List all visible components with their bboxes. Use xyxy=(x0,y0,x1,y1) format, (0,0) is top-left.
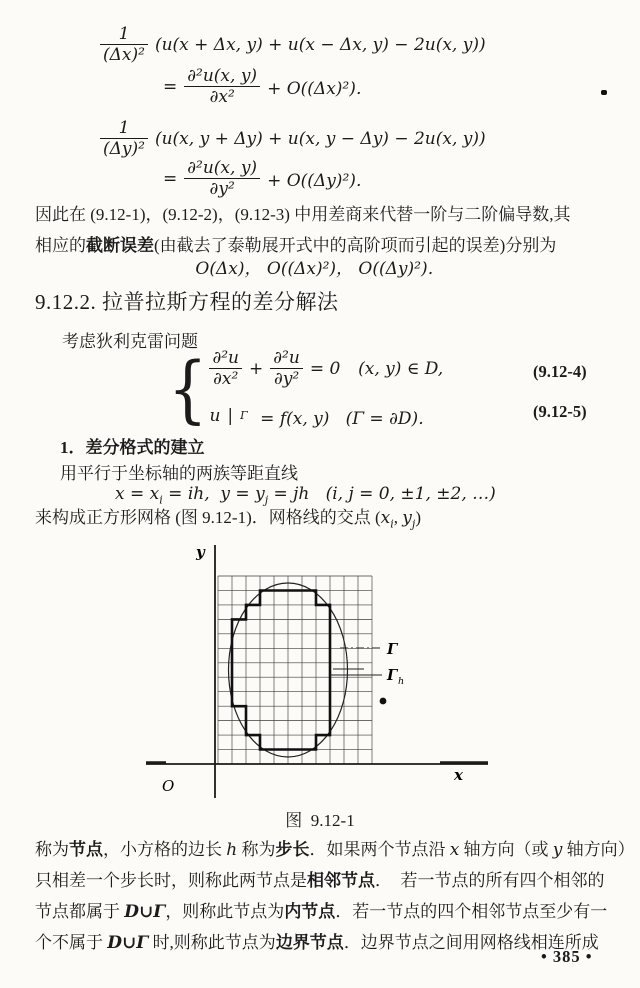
gamma-h-label: Γ xyxy=(387,667,398,684)
dirichlet-intro: 考虑狄利克雷问题 xyxy=(62,332,198,351)
figure-grid xyxy=(218,576,372,764)
formula-dy-expression: (u(x, y + Δy) + u(x, y − Δy) − 2u(x, y)) xyxy=(154,128,486,149)
grid-boundary-staircase xyxy=(232,591,330,750)
truncation-error-orders: O(Δx)， O((Δx)²)， O((Δy)²)． xyxy=(195,259,445,279)
fraction-numerator: 1 xyxy=(100,118,148,139)
formula-dx-rhs xyxy=(163,66,373,108)
subsection-heading-difference-scheme: 1．差分格式的建立 xyxy=(60,438,205,457)
fraction-one-over-dy2 xyxy=(100,118,148,160)
equation-system xyxy=(168,345,444,432)
big-o-term: + O((Δy)²)． xyxy=(267,171,373,192)
formula-dy-lhs xyxy=(100,118,486,160)
section-heading-9-12-2: 9.12.2. 拉普拉斯方程的差分解法 xyxy=(35,290,339,314)
nodes-paragraph-line1: 称为节点，小方格的边长 h 称为步长．如果两个节点沿 x 轴方向（或 y 轴方向） xyxy=(35,840,635,860)
fraction-denominator: ∂x² xyxy=(213,369,239,390)
domain-condition: (x, y) ∈ D, xyxy=(347,358,444,379)
fraction-d2u-dx2 xyxy=(209,348,242,390)
paragraph-truncation-line1: 因此在 (9.12-1)，(9.12-2)，(9.12-3) 中用差商来代替一阶与二阶偏导数,其 xyxy=(35,205,571,224)
formula-dx-lhs xyxy=(100,24,486,66)
laplace-equation-row xyxy=(209,348,443,390)
origin-label: O xyxy=(162,777,175,795)
equals-sign: = xyxy=(163,76,178,97)
left-brace: { xyxy=(168,345,208,432)
fraction-numerator: ∂²u(x, y) xyxy=(184,66,260,87)
fraction-d2u-dy2 xyxy=(270,348,303,390)
equals-sign: = xyxy=(163,168,178,189)
grid-lines-intro: 用平行于坐标轴的两族等距直线 xyxy=(60,464,298,483)
fraction-numerator: ∂²u xyxy=(209,348,242,369)
figure-caption: 图 9.12-1 xyxy=(285,811,355,830)
paragraph-truncation-line2: 相应的截断误差(由截去了泰勒展开式中的高阶项而引起的误差)分别为 xyxy=(35,236,557,255)
equals-zero: = 0 xyxy=(309,358,341,379)
fraction-one-over-dx2 xyxy=(100,24,148,66)
fraction-d2u-dy2 xyxy=(184,158,260,200)
fraction-denominator: (Δy)² xyxy=(103,139,145,160)
margin-dot xyxy=(601,90,607,95)
formula-dx-expression: (u(x + Δx, y) + u(x − Δx, y) − 2u(x, y)) xyxy=(154,34,486,55)
equation-number-9-12-5: (9.12-5) xyxy=(533,402,587,421)
gamma-label: Γ xyxy=(387,641,398,658)
fraction-denominator: ∂x² xyxy=(209,87,235,108)
y-axis-label: y xyxy=(196,543,205,561)
big-o-term: + O((Δx)²)． xyxy=(267,79,373,100)
figure-dot xyxy=(380,698,387,705)
equation-number-9-12-4: (9.12-4) xyxy=(533,362,587,381)
fraction-numerator: ∂²u(x, y) xyxy=(184,158,260,179)
figure-9-12-1 xyxy=(140,543,500,805)
grid-intersection-text: 来构成正方形网格 (图 9.12-1)．网格线的交点 ($x_i$, $y_j$) xyxy=(35,508,421,531)
page-number: • 385 • xyxy=(541,947,593,966)
boundary-condition-row: u | Γ = f(x, y) (Γ = ∂D)． xyxy=(209,406,436,429)
gamma-h-subscript: h xyxy=(398,676,405,687)
fraction-numerator: ∂²u xyxy=(270,348,303,369)
nodes-paragraph-line4: 个不属于 D∪Γ 时,则称此节点为边界节点．边界节点之间用网格线相连所成 xyxy=(35,933,599,953)
plus-sign: + xyxy=(249,358,264,379)
formula-dy-rhs xyxy=(163,158,373,200)
grid-lines-formula: $x = x_i$ = ih, $y = y_j$ = jh (i, j = 0, ±1, ±2, …) xyxy=(115,484,496,507)
nodes-paragraph-line3: 节点都属于 D∪Γ，则称此节点为内节点．若一节点的四个相邻节点至少有一 xyxy=(35,902,608,922)
x-axis-label: x xyxy=(454,766,463,784)
fraction-denominator: (Δx)² xyxy=(103,45,145,66)
fraction-d2u-dx2 xyxy=(184,66,260,108)
fraction-denominator: ∂y² xyxy=(209,179,235,200)
nodes-paragraph-line2: 只相差一个步长时，则称此两节点是相邻节点． 若一节点的所有四个相邻的 xyxy=(35,871,605,890)
fraction-numerator: 1 xyxy=(100,24,148,45)
fraction-denominator: ∂y² xyxy=(273,369,300,390)
